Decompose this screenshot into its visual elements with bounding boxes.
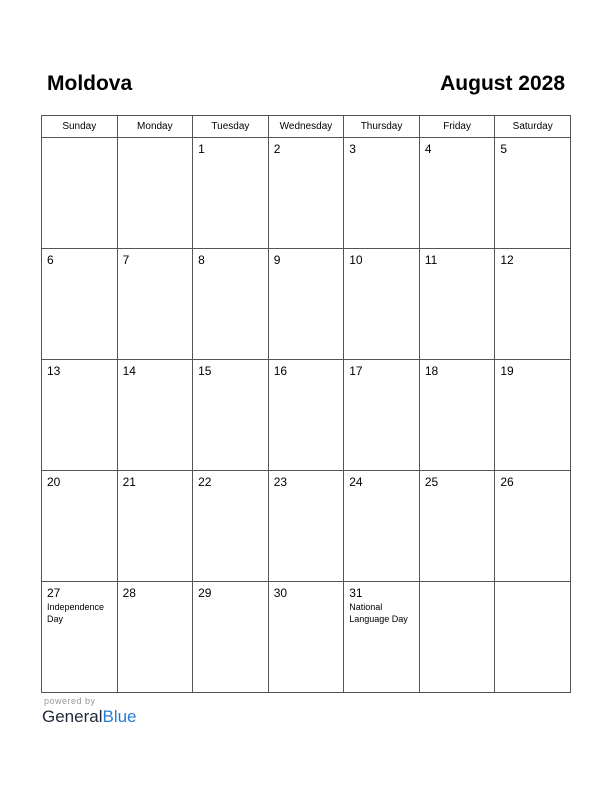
day-number: 30	[273, 586, 288, 600]
weekday-saturday: Saturday	[495, 116, 571, 138]
weekday-monday: Monday	[117, 116, 193, 138]
week-row	[42, 138, 571, 249]
day-cell	[42, 249, 118, 360]
day-number: 31	[349, 586, 363, 600]
day-number: 21	[122, 475, 136, 489]
day-number: 4	[424, 142, 432, 156]
day-number: 17	[349, 364, 363, 378]
day-cell	[117, 138, 193, 249]
weekday-sunday: Sunday	[42, 116, 118, 138]
holiday-label: National Language Day	[349, 602, 408, 624]
day-cell	[42, 582, 118, 693]
day-number: 19	[500, 364, 514, 378]
week-row	[42, 360, 571, 471]
day-cell	[193, 471, 269, 582]
day-number: 7	[122, 253, 130, 267]
day-cell	[193, 138, 269, 249]
day-cell	[495, 582, 571, 693]
day-cell	[268, 138, 344, 249]
day-cell	[495, 249, 571, 360]
day-cell	[419, 249, 495, 360]
day-number: 29	[198, 586, 212, 600]
day-cell	[419, 582, 495, 693]
day-cell	[42, 471, 118, 582]
day-cell	[495, 138, 571, 249]
day-cell	[495, 471, 571, 582]
week-row	[42, 471, 571, 582]
day-number: 10	[349, 253, 363, 267]
day-number: 26	[500, 475, 514, 489]
day-number: 18	[424, 364, 439, 378]
brand-logo[interactable]	[42, 707, 137, 727]
day-cell	[42, 360, 118, 471]
day-number: 1	[198, 142, 205, 156]
day-cell	[344, 471, 420, 582]
day-number: 24	[349, 475, 363, 489]
day-cell	[193, 360, 269, 471]
calendar-grid	[41, 115, 571, 693]
day-cell	[419, 138, 495, 249]
day-cell	[419, 471, 495, 582]
day-cell	[344, 138, 420, 249]
day-cell	[495, 360, 571, 471]
day-number: 25	[424, 475, 439, 489]
day-number: 12	[500, 253, 514, 267]
day-cell	[117, 471, 193, 582]
week-row	[42, 249, 571, 360]
day-number: 27	[47, 586, 61, 600]
day-cell	[268, 582, 344, 693]
day-number: 14	[122, 364, 136, 378]
weekday-tuesday: Tuesday	[193, 116, 269, 138]
brand-blue: Blue	[102, 707, 137, 726]
day-number: 11	[424, 253, 438, 267]
weekday-friday: Friday	[419, 116, 495, 138]
day-cell	[42, 138, 118, 249]
day-cell	[117, 582, 193, 693]
day-cell	[193, 582, 269, 693]
day-number: 15	[198, 364, 212, 378]
day-cell	[268, 360, 344, 471]
day-cell	[117, 249, 193, 360]
month-title: August 2028	[440, 72, 565, 95]
holiday-label: Independence Day	[47, 602, 105, 624]
day-cell	[344, 360, 420, 471]
day-number: 13	[47, 364, 61, 378]
day-cell	[193, 249, 269, 360]
brand-general: General	[42, 707, 103, 726]
day-number: 8	[198, 253, 205, 267]
day-cell	[344, 582, 420, 693]
day-cell	[419, 360, 495, 471]
country-title: Moldova	[47, 72, 133, 95]
day-cell	[268, 471, 344, 582]
day-number: 23	[273, 475, 288, 489]
weekday-thursday: Thursday	[344, 116, 420, 138]
weekday-wednesday: Wednesday	[268, 116, 344, 138]
day-number: 2	[273, 142, 281, 156]
day-number: 16	[273, 364, 288, 378]
day-number: 28	[122, 586, 136, 600]
week-row	[42, 582, 571, 693]
weekday-header-row	[42, 116, 571, 138]
day-number: 5	[500, 142, 508, 156]
day-number: 3	[349, 142, 356, 156]
day-number: 20	[47, 475, 61, 489]
day-cell	[268, 249, 344, 360]
day-cell	[117, 360, 193, 471]
day-cell	[344, 249, 420, 360]
day-number: 9	[273, 253, 281, 267]
powered-by-label: powered by	[44, 696, 96, 706]
day-number: 22	[198, 475, 212, 489]
day-number: 6	[47, 253, 54, 267]
